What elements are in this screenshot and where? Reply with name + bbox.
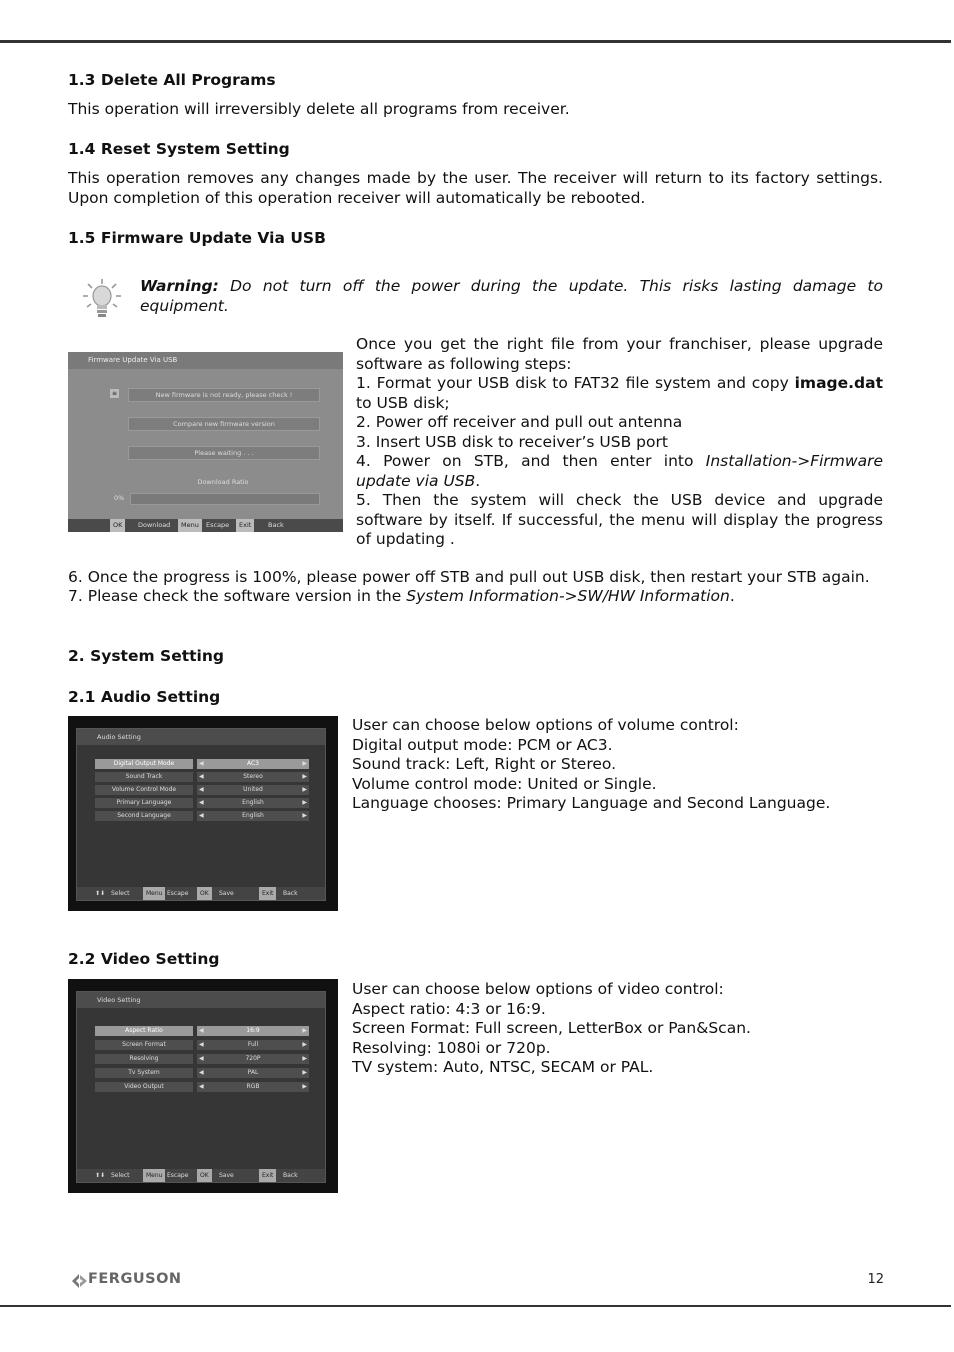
section-heading-video: 2.2 Video Setting [68, 950, 220, 968]
video-line: TV system: Auto, NTSC, SECAM or PAL. [352, 1058, 654, 1076]
video-row [95, 1026, 309, 1036]
audio-description [352, 716, 892, 814]
audio-row-value: English [197, 811, 309, 821]
firmware-step-5: 5. Then the system will check the USB device and upgrade software by itself. If successful, the menu will display the progress of updating . [356, 491, 883, 548]
video-line: User can choose below options of video control: [352, 980, 724, 998]
video-line: Resolving: 1080i or 720p. [352, 1038, 551, 1057]
section-heading-audio: 2.1 Audio Setting [68, 688, 221, 706]
audio-row-label: Primary Language [95, 798, 193, 808]
right-arrow-icon: ▶ [302, 812, 307, 819]
firmware-step-3: 3. Insert USB disk to receiver’s USB port [356, 432, 668, 451]
firmware-steps [356, 335, 883, 550]
audio-row [95, 798, 309, 808]
audio-row [95, 772, 309, 782]
audio-row-label: Sound Track [95, 772, 193, 782]
video-line: Screen Format: Full screen, LetterBox or Pan&Scan. [352, 1019, 751, 1037]
firmware-step-4 [356, 452, 883, 491]
up-down-arrows-icon: ⬆⬇ [95, 1172, 106, 1179]
step7-menu-path: System Information->SW/HW Information [406, 587, 730, 605]
audio-menu-footer [77, 887, 325, 900]
left-arrow-icon: ◀ [199, 1069, 204, 1076]
audio-foot-back: Back [283, 890, 298, 897]
video-foot-back: Back [283, 1172, 298, 1179]
video-foot-exit-key: Exit [259, 1169, 276, 1182]
video-foot-escape: Escape [167, 1172, 189, 1179]
right-arrow-icon: ▶ [302, 760, 307, 767]
firmware-step-1 [356, 374, 883, 413]
video-foot-ok-key: OK [197, 1169, 212, 1182]
step7-text: 7. Please check the software version in the [68, 587, 407, 605]
right-arrow-icon: ▶ [302, 1041, 307, 1048]
audio-row-label: Second Language [95, 811, 193, 821]
usb-icon: ≡ [111, 390, 118, 397]
fw-progress-percent: 0% [114, 494, 125, 502]
video-row-label: Aspect Ratio [95, 1026, 193, 1036]
video-row-label: Tv System [95, 1068, 193, 1078]
video-row-value: PAL [197, 1068, 309, 1078]
video-row [95, 1054, 309, 1064]
fw-screen-footer [68, 519, 343, 532]
left-arrow-icon: ◀ [199, 812, 204, 819]
firmware-step-6: 6. Once the progress is 100%, please power off STB and pull out USB disk, then restart your STB again. [68, 568, 870, 586]
audio-line: Language chooses: Primary Language and Second Language. [352, 794, 831, 812]
audio-row-value: English [197, 798, 309, 808]
video-row-label: Screen Format [95, 1040, 193, 1050]
audio-menu-title: Audio Setting [77, 729, 325, 745]
video-row-value: RGB [197, 1082, 309, 1092]
audio-row-label: Digital Output Mode [95, 759, 193, 769]
left-arrow-icon: ◀ [199, 760, 204, 767]
step1-tail: to USB disk; [356, 393, 450, 412]
firmware-step-2: 2. Power off receiver and pull out antenna [356, 413, 683, 431]
right-arrow-icon: ▶ [302, 773, 307, 780]
audio-foot-select: Select [111, 890, 130, 897]
firmware-step-7 [68, 587, 883, 607]
audio-row-value: Stereo [197, 772, 309, 782]
lightbulb-icon [82, 278, 122, 320]
left-arrow-icon: ◀ [199, 786, 204, 793]
step4-text: 4. Power on STB, and then enter into [356, 452, 706, 470]
step1-filename: image.dat [794, 374, 883, 392]
section-heading-reset: 1.4 Reset System Setting [68, 140, 290, 158]
fw-waiting-row: Please waiting . . . [128, 446, 320, 460]
audio-row-value: United [197, 785, 309, 795]
header-rule [0, 40, 951, 43]
left-arrow-icon: ◀ [199, 799, 204, 806]
audio-line: Digital output mode: PCM or AC3. [352, 735, 613, 754]
video-line: Aspect ratio: 4:3 or 16:9. [352, 999, 546, 1018]
section-heading-system-setting: 2. System Setting [68, 647, 224, 665]
step4-tail: . [475, 471, 481, 490]
fw-key-menu: Menu [178, 519, 202, 532]
warning-label: Warning: [140, 277, 219, 295]
reset-text: This operation removes any changes made by the user. The receiver will return to its factory settings. Upon completion of this operation receiver will automatically be rebooted. [68, 169, 883, 207]
video-menu-title: Video Setting [77, 992, 325, 1008]
fw-key-exit: Exit [236, 519, 254, 532]
fw-key-ok: OK [110, 519, 125, 532]
video-row [95, 1082, 309, 1092]
right-arrow-icon: ▶ [302, 1069, 307, 1076]
fw-label-escape: Escape [206, 521, 230, 529]
left-arrow-icon: ◀ [199, 1041, 204, 1048]
firmware-intro: Once you get the right file from your franchiser, please upgrade software as following steps: [356, 335, 883, 373]
audio-foot-ok-key: OK [197, 887, 212, 900]
audio-row [95, 811, 309, 821]
video-row-label: Resolving [95, 1054, 193, 1064]
video-menu-footer [77, 1169, 325, 1182]
video-row-value: 16:9 [197, 1026, 309, 1036]
video-foot-select: Select [111, 1172, 130, 1179]
brand-logo-text: FERGUSON [88, 1271, 182, 1287]
delete-all-text: This operation will irreversibly delete all programs from receiver. [68, 100, 570, 118]
audio-row-value: AC3 [197, 759, 309, 769]
audio-line: Volume control mode: United or Single. [352, 774, 657, 793]
audio-row [95, 759, 309, 769]
section-heading-firmware: 1.5 Firmware Update Via USB [68, 229, 326, 247]
warning-note [140, 277, 883, 316]
footer-rule [0, 1305, 951, 1307]
left-arrow-icon: ◀ [199, 1055, 204, 1062]
video-row [95, 1040, 309, 1050]
fw-compare-row: Compare new firmware version [128, 417, 320, 431]
audio-line: Sound track: Left, Right or Stereo. [352, 755, 617, 773]
audio-line: User can choose below options of volume control: [352, 716, 739, 734]
video-row-value: 720P [197, 1054, 309, 1064]
left-arrow-icon: ◀ [199, 1027, 204, 1034]
right-arrow-icon: ▶ [302, 1027, 307, 1034]
audio-foot-menu-key: Menu [143, 887, 165, 900]
firmware-update-screenshot [68, 352, 343, 532]
video-foot-save: Save [219, 1172, 234, 1179]
right-arrow-icon: ▶ [302, 799, 307, 806]
step1-text: 1. Format your USB disk to FAT32 file system and copy [356, 374, 795, 392]
up-down-arrows-icon: ⬆⬇ [95, 890, 106, 897]
right-arrow-icon: ▶ [302, 786, 307, 793]
ferguson-logo-icon [70, 1272, 88, 1290]
step4-menu-path: Installation->Firmware update via USB [356, 452, 883, 490]
audio-row-label: Volume Control Mode [95, 785, 193, 795]
fw-progress-bar [130, 493, 320, 505]
audio-foot-escape: Escape [167, 890, 189, 897]
right-arrow-icon: ▶ [302, 1083, 307, 1090]
audio-foot-exit-key: Exit [259, 887, 276, 900]
video-row [95, 1068, 309, 1078]
audio-foot-save: Save [219, 890, 234, 897]
video-description [352, 980, 892, 1078]
page-number: 12 [867, 1272, 884, 1287]
audio-row [95, 785, 309, 795]
video-menu-frame [76, 991, 326, 1183]
video-foot-menu-key: Menu [143, 1169, 165, 1182]
audio-menu-frame [76, 728, 326, 901]
left-arrow-icon: ◀ [199, 773, 204, 780]
fw-screen-title: Firmware Update Via USB [68, 352, 343, 369]
fw-status-row: New firmware is not ready, please check ! [128, 388, 320, 402]
warning-text: Do not turn off the power during the update. This risks lasting damage to equipment. [140, 277, 883, 315]
video-setting-screenshot [68, 979, 338, 1193]
fw-label-download: Download [138, 521, 171, 529]
fw-download-ratio-label: Download Ratio [197, 478, 249, 486]
video-row-label: Video Output [95, 1082, 193, 1092]
step7-tail: . [729, 587, 735, 605]
right-arrow-icon: ▶ [302, 1055, 307, 1062]
section-heading-delete-all: 1.3 Delete All Programs [68, 71, 276, 89]
audio-setting-screenshot [68, 716, 338, 911]
video-row-value: Full [197, 1040, 309, 1050]
fw-label-back: Back [268, 521, 284, 529]
left-arrow-icon: ◀ [199, 1083, 204, 1090]
